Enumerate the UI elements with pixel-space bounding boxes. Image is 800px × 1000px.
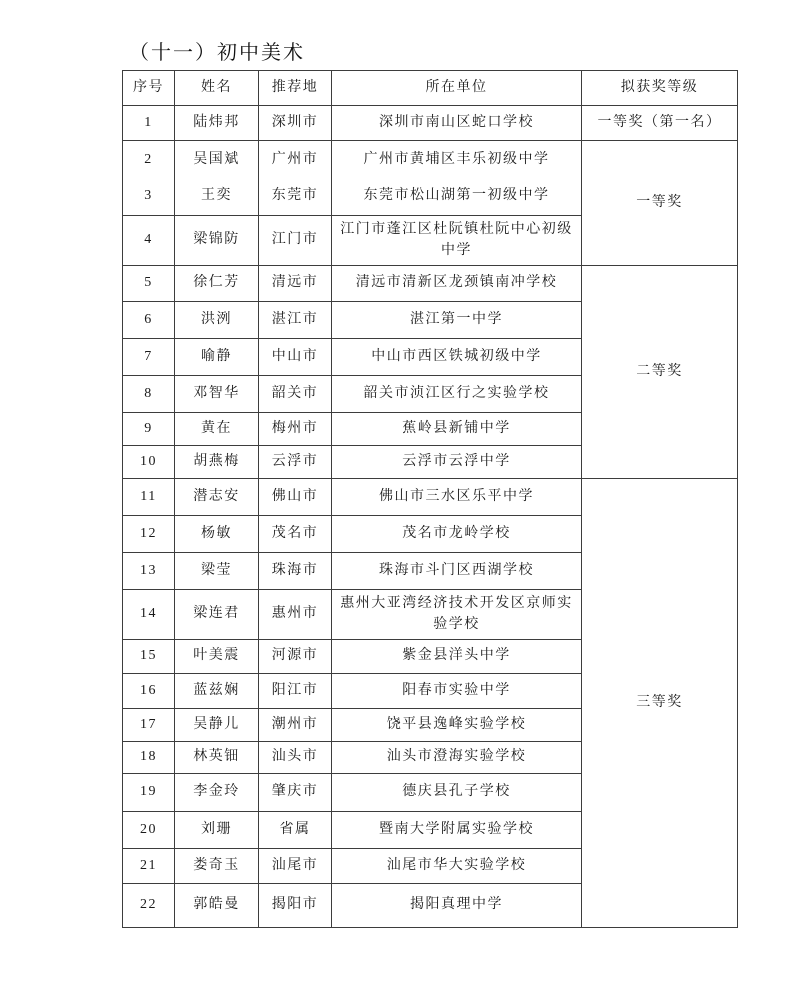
cell-award: 一等奖（第一名） (582, 106, 738, 141)
cell-name: 刘珊 (175, 812, 259, 849)
cell-line: 东莞市松山湖第一初级中学 (363, 188, 550, 203)
cell-name: 徐仁芳 (175, 266, 259, 302)
cell-place: 汕头市 (259, 742, 332, 774)
cell-line: 3 (144, 188, 153, 203)
cell-name: 娄奇玉 (175, 849, 259, 884)
cell-school: 云浮市云浮中学 (332, 446, 582, 479)
cell-no: 21 (123, 849, 175, 884)
cell-place: 江门市 (259, 216, 332, 266)
cell-place (259, 141, 332, 216)
header-school: 所在单位 (332, 71, 582, 106)
cell-line: 王奕 (201, 188, 232, 203)
header-no: 序号 (123, 71, 175, 106)
cell-school (332, 141, 582, 216)
cell-school: 汕头市澄海实验学校 (332, 742, 582, 774)
cell-place: 潮州市 (259, 709, 332, 742)
cell-no: 11 (123, 479, 175, 516)
cell-school: 湛江第一中学 (332, 302, 582, 339)
cell-name: 陆炜邦 (175, 106, 259, 141)
cell-place: 河源市 (259, 640, 332, 674)
table-row (123, 479, 738, 516)
cell-place: 汕尾市 (259, 849, 332, 884)
cell-name: 李金玲 (175, 774, 259, 812)
cell-no: 9 (123, 413, 175, 446)
cell-school: 蕉岭县新铺中学 (332, 413, 582, 446)
cell-no: 13 (123, 553, 175, 590)
header-place: 推荐地 (259, 71, 332, 106)
cell-name (175, 141, 259, 216)
cell-school: 阳春市实验中学 (332, 674, 582, 709)
table-row (123, 106, 738, 141)
cell-award: 二等奖 (582, 266, 738, 479)
cell-place: 茂名市 (259, 516, 332, 553)
cell-no: 18 (123, 742, 175, 774)
cell-award: 一等奖 (582, 141, 738, 266)
award-table (122, 70, 738, 928)
cell-line: 广州市 (271, 152, 319, 167)
cell-name: 洪洌 (175, 302, 259, 339)
cell-no: 16 (123, 674, 175, 709)
cell-no: 4 (123, 216, 175, 266)
cell-school: 暨南大学附属实验学校 (332, 812, 582, 849)
cell-place: 清远市 (259, 266, 332, 302)
cell-no: 10 (123, 446, 175, 479)
cell-name: 吴静儿 (175, 709, 259, 742)
cell-school: 韶关市浈江区行之实验学校 (332, 376, 582, 413)
cell-name: 邓智华 (175, 376, 259, 413)
cell-no: 14 (123, 590, 175, 640)
cell-no: 22 (123, 884, 175, 928)
cell-name: 梁连君 (175, 590, 259, 640)
cell-name: 叶美震 (175, 640, 259, 674)
cell-name: 胡燕梅 (175, 446, 259, 479)
cell-school: 惠州大亚湾经济技术开发区京师实验学校 (332, 590, 582, 640)
cell-place: 梅州市 (259, 413, 332, 446)
cell-no: 19 (123, 774, 175, 812)
cell-no: 6 (123, 302, 175, 339)
cell-name: 梁莹 (175, 553, 259, 590)
cell-place: 省属 (259, 812, 332, 849)
cell-place: 湛江市 (259, 302, 332, 339)
cell-school: 珠海市斗门区西湖学校 (332, 553, 582, 590)
cell-place: 肇庆市 (259, 774, 332, 812)
cell-name: 蓝兹娴 (175, 674, 259, 709)
cell-line: 2 (144, 152, 153, 167)
cell-award: 三等奖 (582, 479, 738, 928)
cell-name: 黄在 (175, 413, 259, 446)
cell-no: 8 (123, 376, 175, 413)
cell-no: 17 (123, 709, 175, 742)
cell-school: 饶平县逸峰实验学校 (332, 709, 582, 742)
cell-name: 潜志安 (175, 479, 259, 516)
table-row (123, 141, 738, 216)
header-award: 拟获奖等级 (582, 71, 738, 106)
cell-name: 林英钿 (175, 742, 259, 774)
cell-place: 揭阳市 (259, 884, 332, 928)
cell-name: 喻静 (175, 339, 259, 376)
cell-place: 韶关市 (259, 376, 332, 413)
cell-school: 中山市西区铁城初级中学 (332, 339, 582, 376)
cell-school: 汕尾市华大实验学校 (332, 849, 582, 884)
cell-name: 梁锦防 (175, 216, 259, 266)
cell-no: 5 (123, 266, 175, 302)
cell-school: 德庆县孔子学校 (332, 774, 582, 812)
header-name: 姓名 (175, 71, 259, 106)
cell-place: 云浮市 (259, 446, 332, 479)
cell-place: 中山市 (259, 339, 332, 376)
section-title: （十一）初中美术 (129, 42, 305, 64)
cell-school: 紫金县洋头中学 (332, 640, 582, 674)
cell-line: 吴国斌 (193, 152, 240, 167)
cell-no (123, 141, 175, 216)
cell-place: 佛山市 (259, 479, 332, 516)
cell-no: 15 (123, 640, 175, 674)
cell-place: 珠海市 (259, 553, 332, 590)
cell-name: 郭皓曼 (175, 884, 259, 928)
cell-school: 清远市清新区龙颈镇南冲学校 (332, 266, 582, 302)
cell-school: 茂名市龙岭学校 (332, 516, 582, 553)
cell-school: 江门市蓬江区杜阮镇杜阮中心初级中学 (332, 216, 582, 266)
cell-place: 惠州市 (259, 590, 332, 640)
cell-no: 7 (123, 339, 175, 376)
cell-line: 广州市黄埔区丰乐初级中学 (363, 152, 550, 167)
cell-no: 1 (123, 106, 175, 141)
cell-school: 深圳市南山区蛇口学校 (332, 106, 582, 141)
cell-school: 揭阳真理中学 (332, 884, 582, 928)
cell-no: 12 (123, 516, 175, 553)
cell-school: 佛山市三水区乐平中学 (332, 479, 582, 516)
table-row (123, 266, 738, 302)
header-row (123, 71, 738, 106)
cell-name: 杨敏 (175, 516, 259, 553)
cell-line: 东莞市 (271, 188, 319, 203)
cell-place: 阳江市 (259, 674, 332, 709)
cell-no: 20 (123, 812, 175, 849)
cell-place: 深圳市 (259, 106, 332, 141)
